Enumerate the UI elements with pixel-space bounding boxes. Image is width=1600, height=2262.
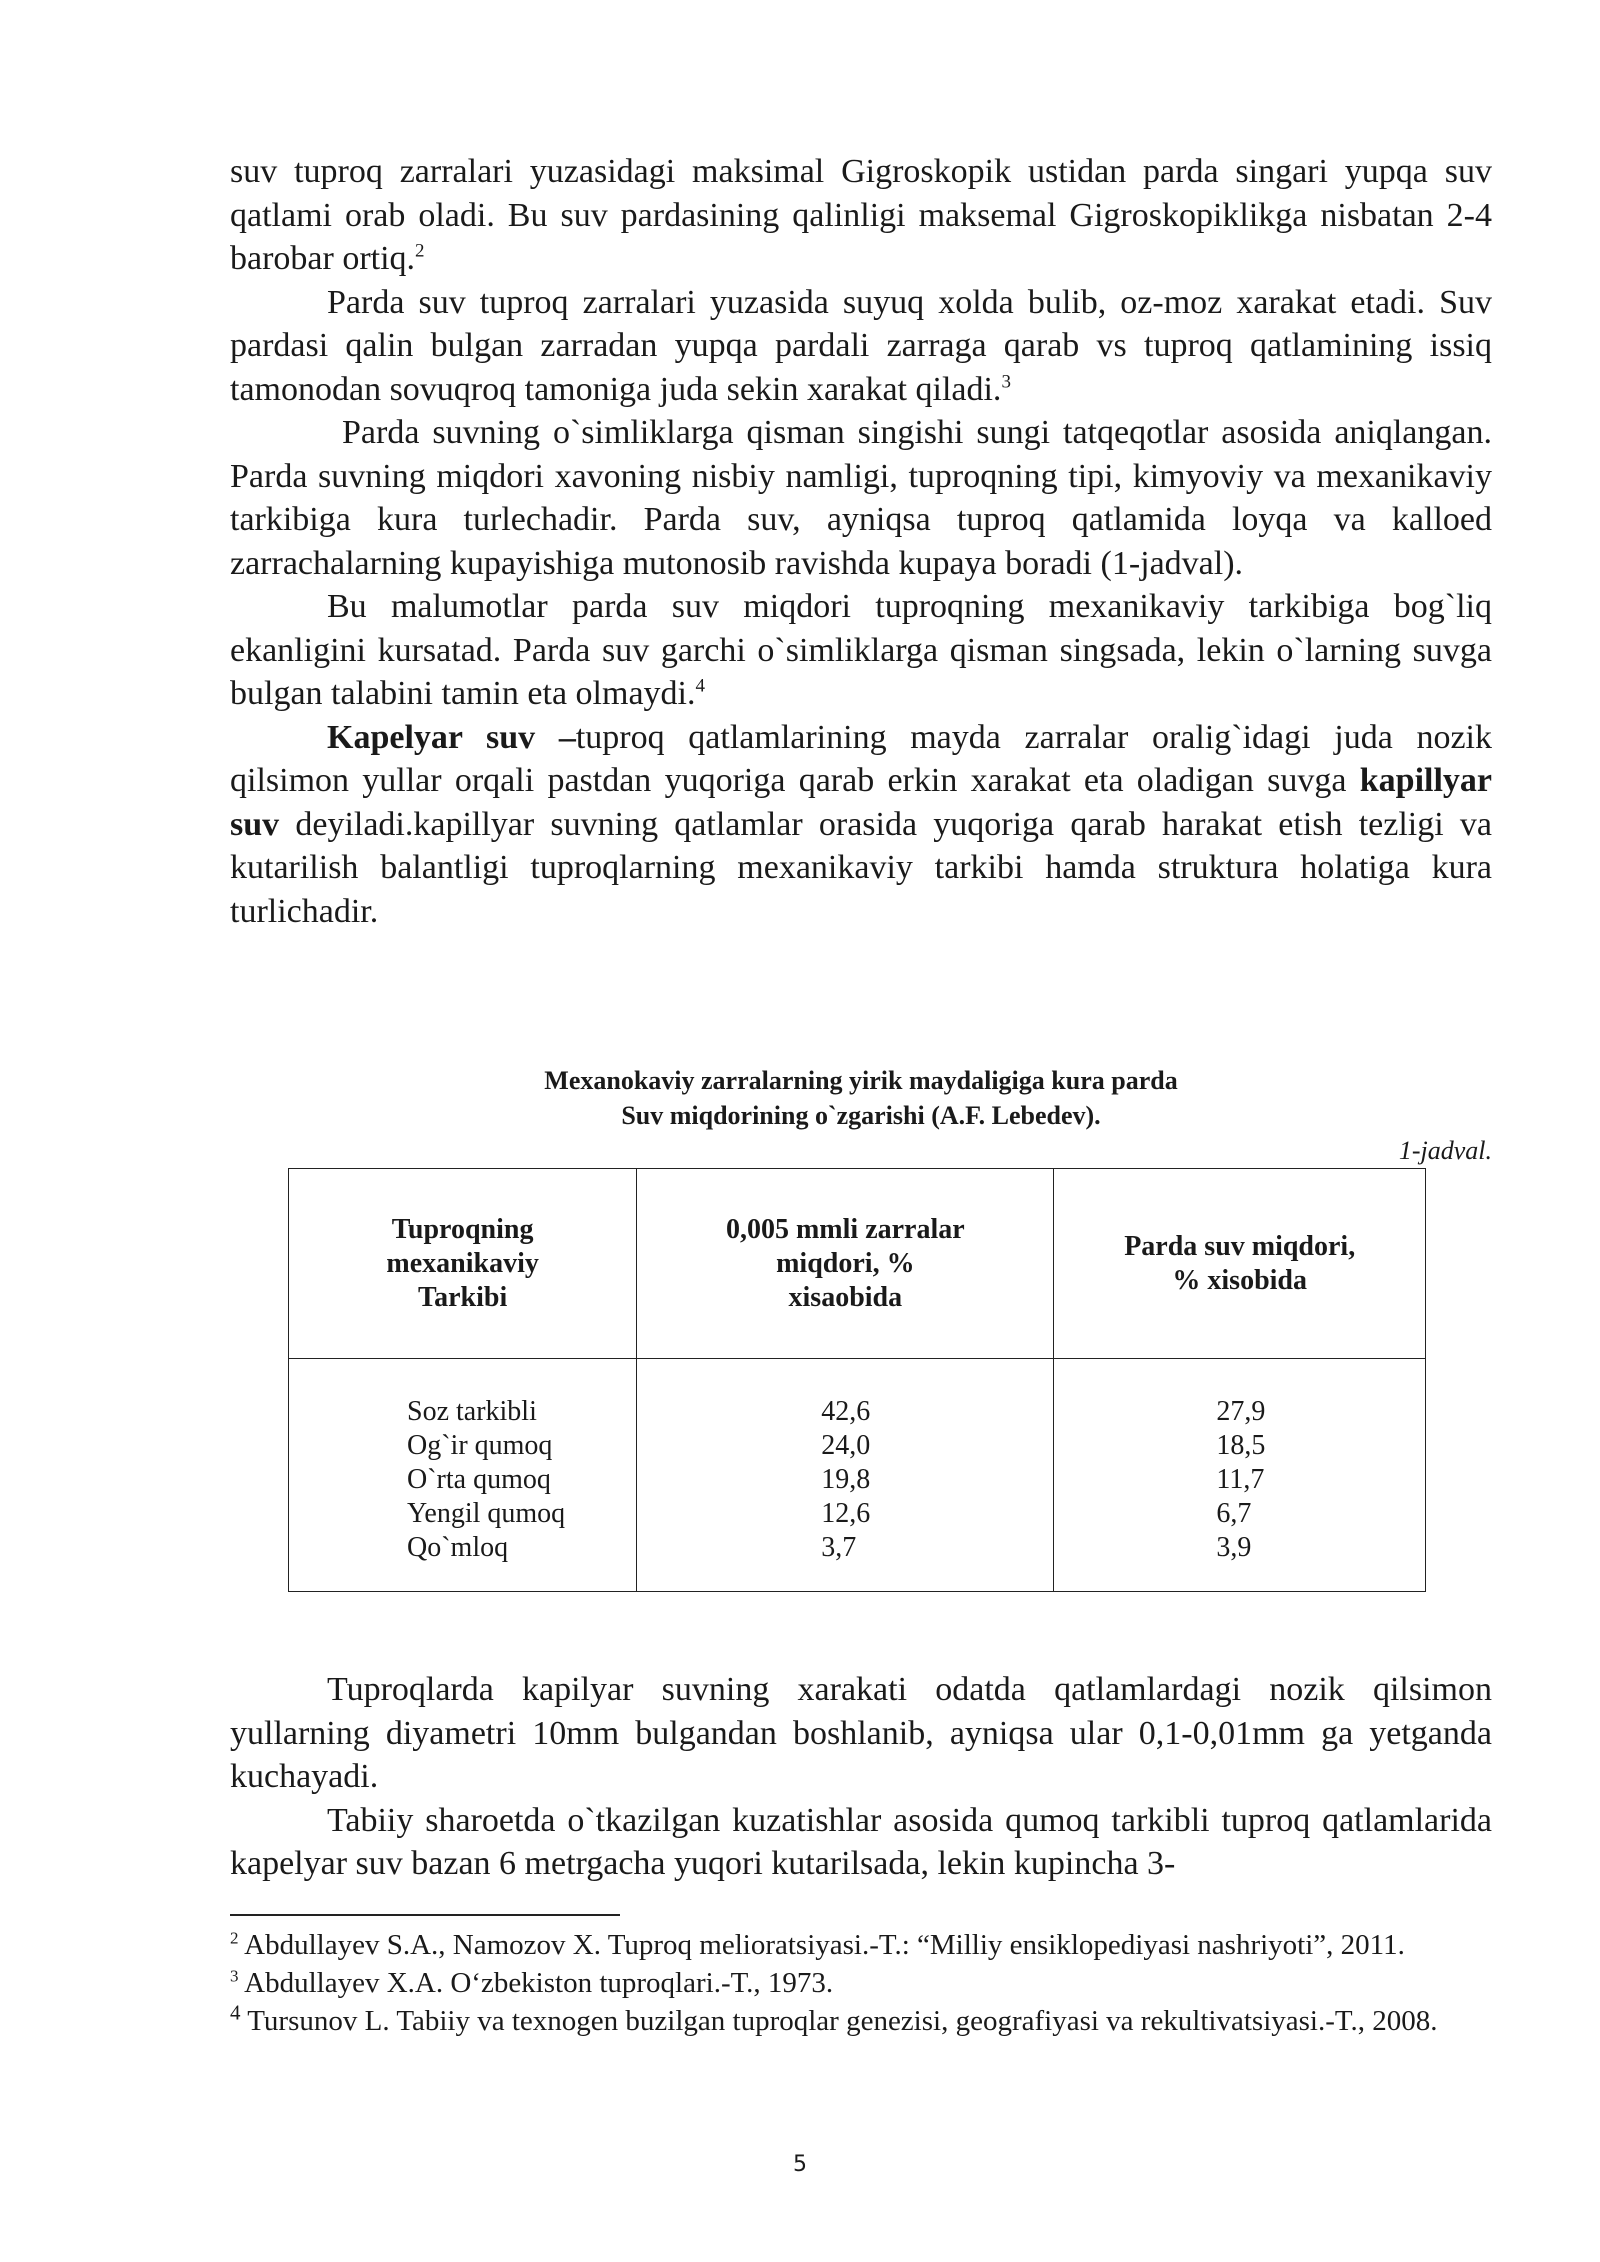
footnote-4: $^4$ Tursunov L. Tabiiy va texnogen buzilgan tuproqlar genezisi, geografiyasi va rekultivatsiyasi.-T., 2008. [230, 2000, 1438, 2037]
body-text-upper [230, 150, 1492, 933]
body-text-lower [230, 1668, 1492, 1886]
term-kapillyar-suv: kapillyar suv [230, 762, 1492, 843]
table-title: Mexanokaviy zarralarning yirik maydaligiga kura parda Suv miqdorining o`zgarishi (A.F. Lebedev). [544, 1066, 1178, 1130]
cell-particles: 3,7 [821, 1532, 857, 1563]
column-film-water [1054, 1359, 1426, 1592]
term-kapelyar-suv: Kapelyar suv – [327, 718, 576, 756]
cell-soil-type: Yengil qumoq [407, 1498, 566, 1529]
footnote-separator [230, 1914, 620, 1916]
page-number: 5 [793, 2152, 807, 2177]
cell-particles: 19,8 [821, 1464, 871, 1495]
table-header-row [289, 1169, 1426, 1359]
paragraph-7: Tabiiy sharoetda o`tkazilgan kuzatishlar asosida qumoq tarkibli tuproq qatlamlarida kapelyar suv bazan 6 metrgacha yuqori kutarilsada, lekin kupincha 3- [230, 1801, 1492, 1882]
cell-soil-type: Soz tarkibli [407, 1396, 537, 1427]
column-particles [637, 1359, 1054, 1592]
paragraph-1: suv tuproq zarralari yuzasidagi maksimal Gigroskopik ustidan parda singari yupqa suv qatlami orab oladi. Bu suv pardasining qalinligi maksemal Gigroskopiklikga nisbatan 2-4 barobar ortiq.$^2$ [230, 153, 1492, 277]
footnote-3: $^3$ Abdullayev X.A. O‘zbekiston tuproqlari.-T., 1973. [230, 1966, 834, 1999]
data-table [288, 1168, 1426, 1592]
paragraph-4: Bu malumotlar parda suv miqdori tuproqning mexanikaviy tarkibiga bog`liq ekanligini kursatad. Parda suv garchi o`simliklarga qisman singsada, lekin o`larning suvga bulgan talabini tamin eta olmaydi.$^4$ [230, 588, 1492, 712]
table-data-row [289, 1359, 1426, 1592]
paragraph-2: Parda suv tuproq zarralari yuzasida suyuq xolda bulib, oz-moz xarakat etadi. Suv pardasi qalin bulgan zarradan yupqa pardali zarraga qarab vs tuproq qatlamining issiq tamonodan sovuqroq tamoniga juda sekin xarakat qiladi.$^3$ [230, 283, 1492, 408]
paragraph-5: Kapelyar suv –tuproq qatlamlarining mayda zarralar oralig`idagi juda nozik qilsimon yullar orqali pastdan yuqoriga qarab erkin xarakat eta oladigan suvga kapillyar suv deyiladi.kapillyar suvning qatlamlar orasida yuqoriga qarab harakat etish tezligi va kutarilish balantligi tuproqlarning mexanikaviy tarkibi hamda struktura holatiga kura turlichadir. [230, 718, 1492, 930]
paragraph-6: Tuproqlarda kapilyar suvning xarakati odatda qatlamlardagi nozik qilsimon yullarning diyametri 10mm bulgandan boshlanib, ayniqsa ular 0,1-0,01mm ga yetganda kuchayadi. [230, 1671, 1492, 1795]
cell-film-water: 3,9 [1216, 1532, 1252, 1563]
footnotes [230, 1926, 1492, 2040]
cell-film-water: 27,9 [1216, 1396, 1266, 1427]
cell-soil-type: O`rta qumoq [407, 1464, 551, 1495]
cell-particles: 12,6 [821, 1498, 871, 1529]
footnote-ref-4: 4 [695, 675, 705, 697]
cell-soil-type: Og`ir qumoq [407, 1430, 553, 1461]
table-label: 1-jadval. [1398, 1136, 1492, 1165]
header-particles: 0,005 mmli zarralar miqdori, % xisaobida [637, 1169, 1054, 1359]
column-soil-type [289, 1359, 637, 1592]
cell-film-water: 11,7 [1216, 1464, 1265, 1495]
header-soil-texture: Tuproqning mexanikaviy Tarkibi [289, 1169, 637, 1359]
cell-particles: 24,0 [821, 1430, 871, 1461]
footnote-2: $^2$ Abdullayev S.A., Namozov X. Tuproq melioratsiyasi.-T.: “Milliy ensiklopediyasi nashriyoti”, 2011. [230, 1928, 1405, 1961]
footnote-ref-2: 2 [415, 240, 425, 262]
footnote-ref-3: 3 [1001, 371, 1011, 393]
header-film-water: Parda suv miqdori, % xisobida [1054, 1169, 1426, 1359]
cell-film-water: 6,7 [1216, 1498, 1252, 1529]
cell-film-water: 18,5 [1216, 1430, 1266, 1461]
cell-particles: 42,6 [821, 1396, 871, 1427]
cell-soil-type: Qo`mloq [407, 1532, 509, 1563]
paragraph-3: Parda suvning o`simliklarga qisman singishi sungi tatqeqotlar asosida aniqlangan. Parda suvning miqdori xavoning nisbiy namligi, tuproqning tipi, kimyoviy va mexanikaviy tarkibiga kura turlechadir. Parda suv, ayniqsa tuproq qatlamida loyqa va kalloed zarrachalarning kupayishiga mutonosib ravishda kupaya boradi (1-jadval). [230, 414, 1492, 582]
